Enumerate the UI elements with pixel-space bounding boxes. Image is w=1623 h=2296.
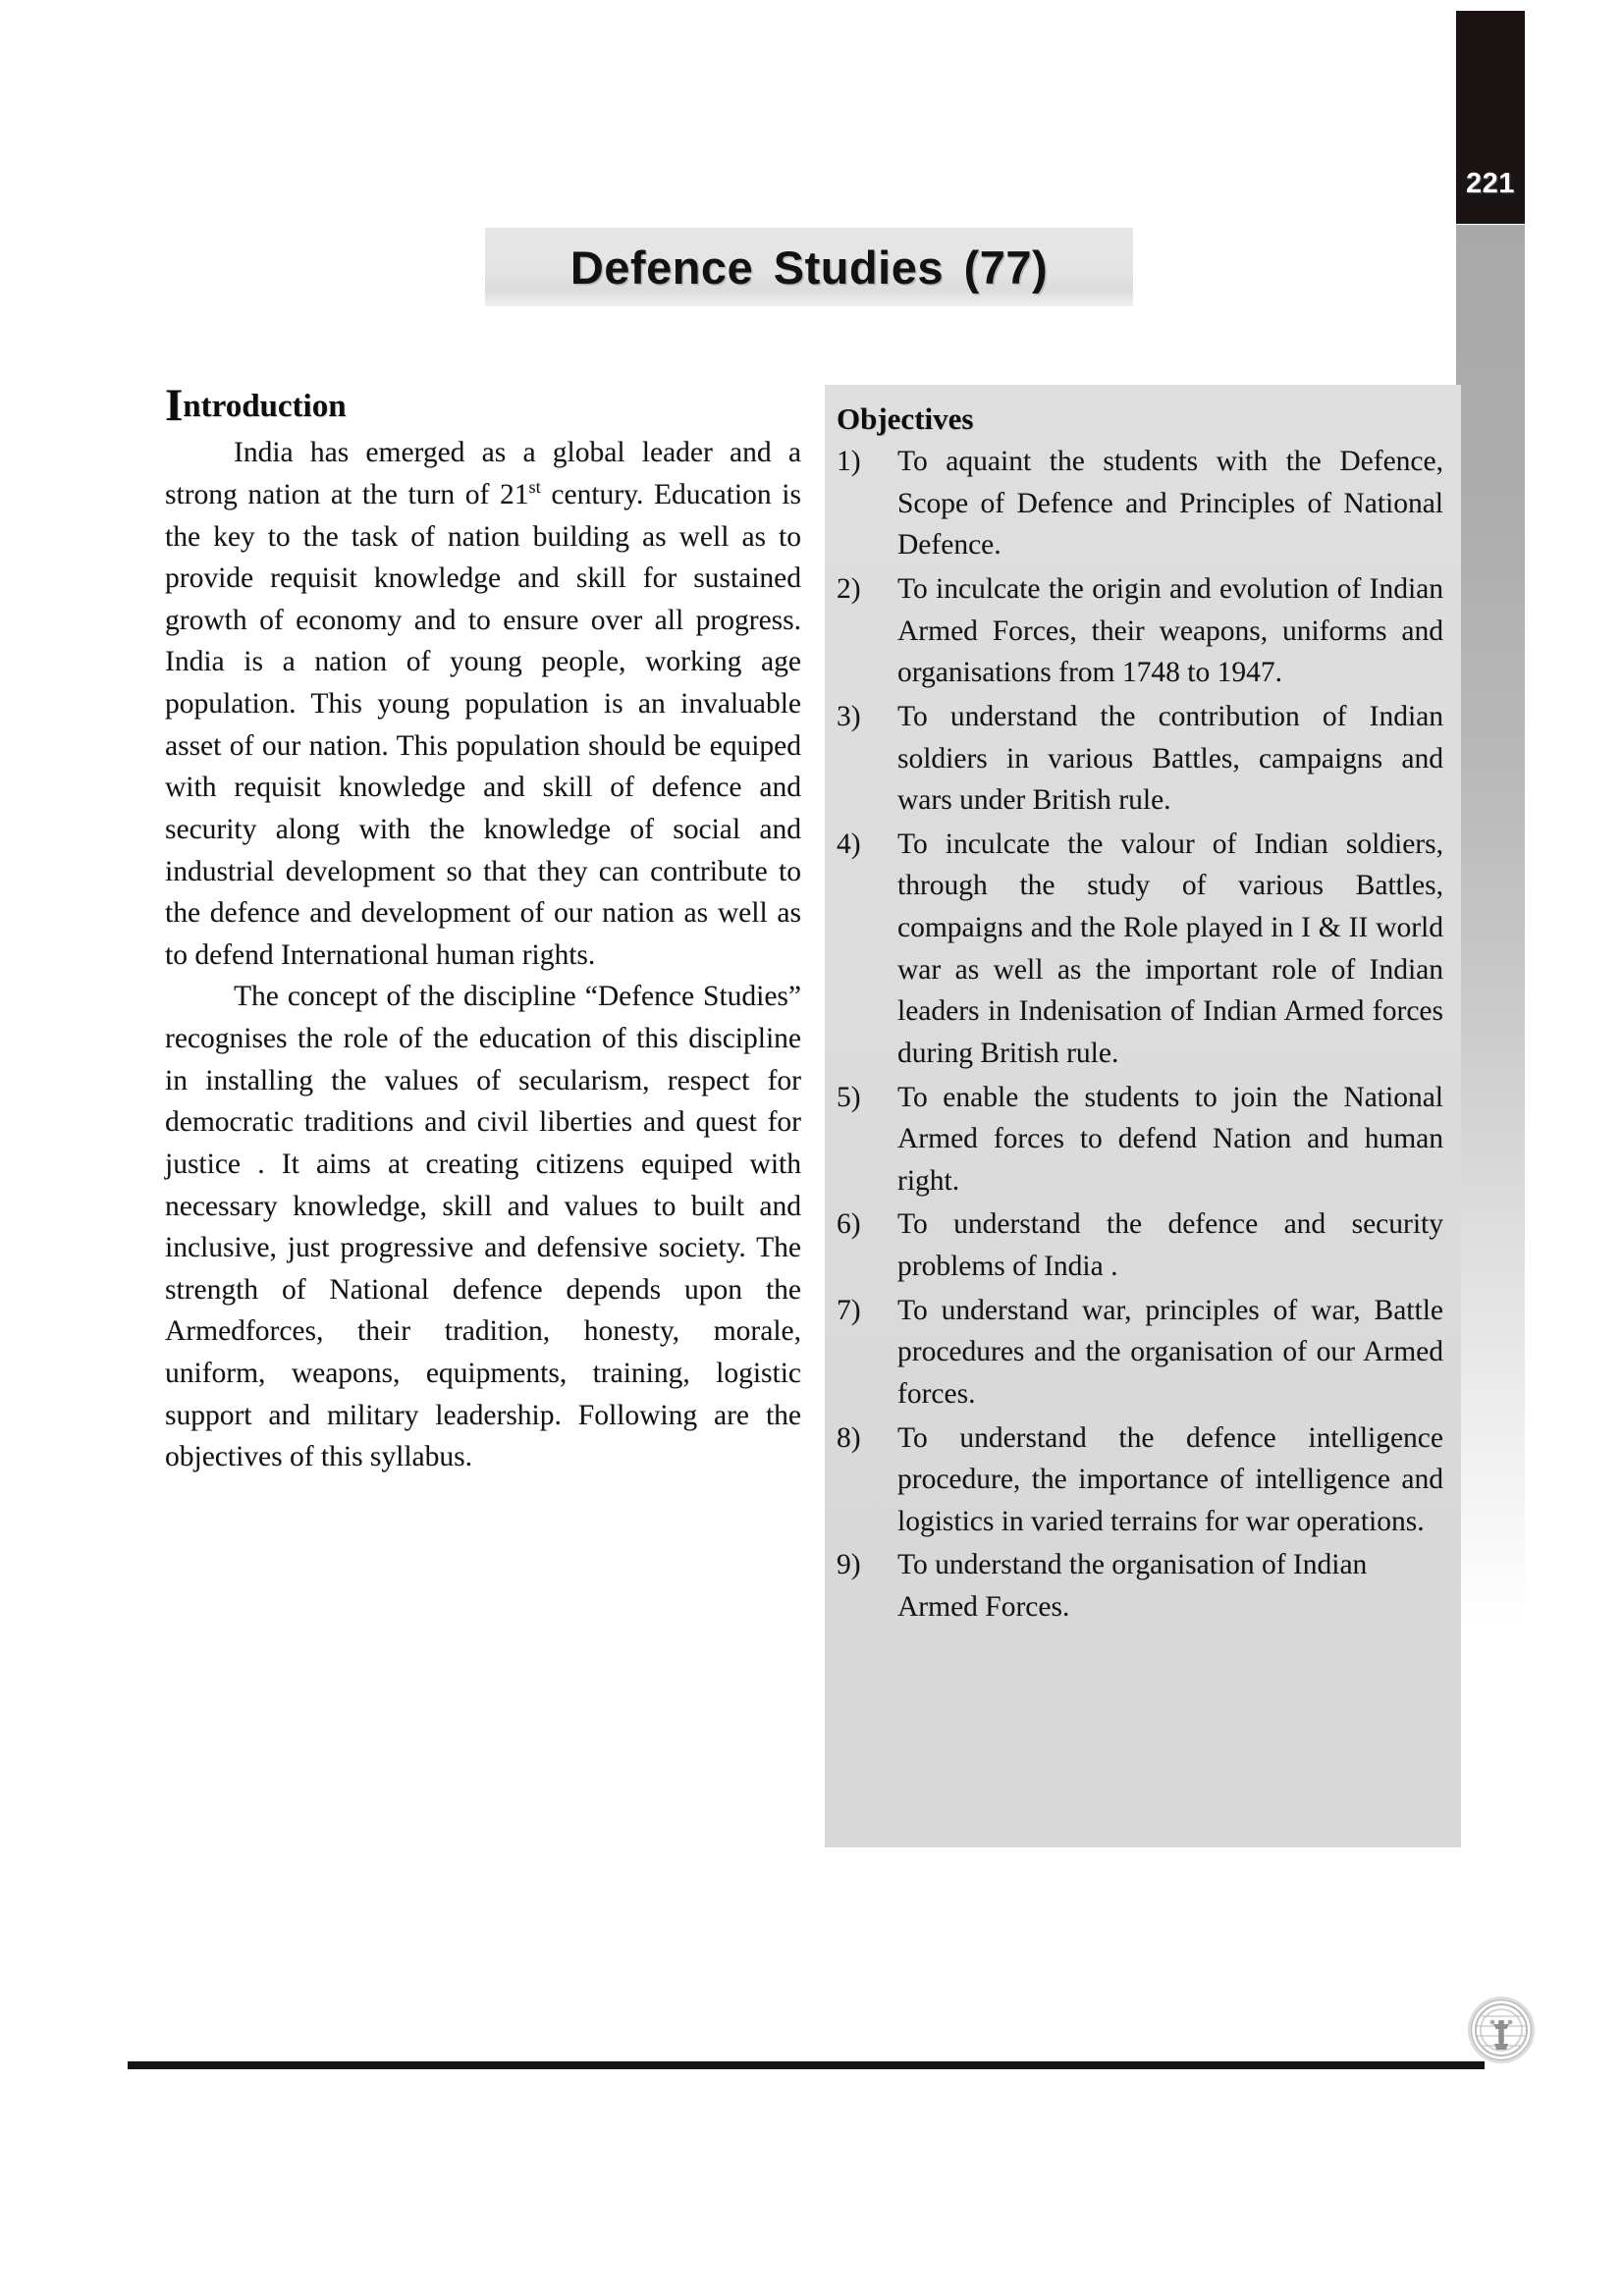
page-title-band <box>485 228 1133 306</box>
list-item-marker: 6) <box>837 1208 861 1241</box>
list-item <box>837 568 1443 694</box>
list-item <box>837 824 1443 1075</box>
page-number-tab <box>1456 11 1525 224</box>
list-item-text: To inculcate the valour of Indian soldiers, through the study of various Battles, compaigns and the Role played in I & II world war as well as the important role of Indian leaders in Indenisation of Indian Armed forces during British rule. <box>897 828 1443 1069</box>
list-item-text: To understand the defence and security problems of India . <box>897 1208 1443 1283</box>
list-item-text: To enable the students to join the National Armed forces to defend Nation and human right. <box>897 1081 1443 1197</box>
side-gradient-strip <box>1456 225 1525 1629</box>
list-item <box>837 1544 1443 1628</box>
list-item <box>837 1077 1443 1202</box>
objectives-heading: Objectives <box>837 401 974 436</box>
introduction-heading <box>165 380 801 431</box>
footer-rule <box>128 2061 1485 2069</box>
introduction-dropcap: I <box>165 380 184 431</box>
list-item-text: To inculcate the origin and evolution of Indian Armed Forces, their weapons, uniforms and organisations from 1748 to 1947. <box>897 573 1443 689</box>
introduction-heading-rest: ntroduction <box>183 389 347 424</box>
list-item-marker: 5) <box>837 1081 861 1113</box>
introduction-paragraph-2: The concept of the discipline “Defence Studies” recognises the role of the education of this discipline in installing the values of secularism, respect for democratic traditions and civil liberties and quest for justice . It aims at creating citizens equiped with necessary knowledge, skill and values to built and inclusive, just progressive and defensive society. The strength of National defence depends upon the Armedforces, their tradition, honesty, morale, uniform, weapons, equipments, training, logistic support and military leadership. Following are the objectives of this syllabus. <box>165 981 801 1473</box>
list-item <box>837 1290 1443 1415</box>
list-item-marker: 1) <box>837 446 861 478</box>
list-item-text: To understand the organisation of Indian Armed Forces. <box>897 1549 1368 1624</box>
list-item-marker: 2) <box>837 573 861 606</box>
list-item-marker: 7) <box>837 1294 861 1326</box>
page-number: 221 <box>1466 168 1515 199</box>
list-item-marker: 4) <box>837 828 861 860</box>
introduction-paragraph-1 <box>165 432 801 976</box>
list-item <box>837 1203 1443 1287</box>
paragraph-1-after-ordinal: century. Education is the key to the task of nation building as well as to provide requisit knowledge and skill for sustained growth of economy and to ensure over all progress. India is a nation of young people, working age population. This young population is an invaluable asset of our nation. This population should be equiped with requisit knowledge and skill of defence and security along with the knowledge of social and industrial development so that they can contribute to the defence and development of our nation as well as to defend International human rights. <box>165 478 801 971</box>
list-item <box>837 696 1443 822</box>
list-item-text: To understand the contribution of Indian soldiers in various Battles, campaigns and wars under British rule. <box>897 700 1443 817</box>
list-item <box>837 441 1443 566</box>
list-item <box>837 1417 1443 1543</box>
page-title: Defence Studies (77) <box>569 240 1049 294</box>
list-item-text: To understand the defence intelligence procedure, the importance of intelligence and logistics in varied terrains for war operations. <box>897 1421 1443 1537</box>
paragraph-1-before-ordinal: India has emerged as a global leader and a strong nation at the turn of 21 <box>165 437 801 510</box>
emblem-icon <box>1465 1995 1538 2067</box>
list-item-text: To aquaint the students with the Defence, Scope of Defence and Principles of National Defence. <box>897 446 1443 561</box>
ordinal-suffix: st <box>528 477 541 498</box>
introduction-column <box>165 380 801 1478</box>
list-item-marker: 3) <box>837 700 861 732</box>
list-item-marker: 9) <box>837 1549 861 1581</box>
objectives-list <box>837 441 1443 1629</box>
objectives-panel <box>825 385 1461 1847</box>
list-item-marker: 8) <box>837 1421 861 1454</box>
list-item-text: To understand war, principles of war, Battle procedures and the organisation of our Armed forces. <box>897 1294 1443 1410</box>
